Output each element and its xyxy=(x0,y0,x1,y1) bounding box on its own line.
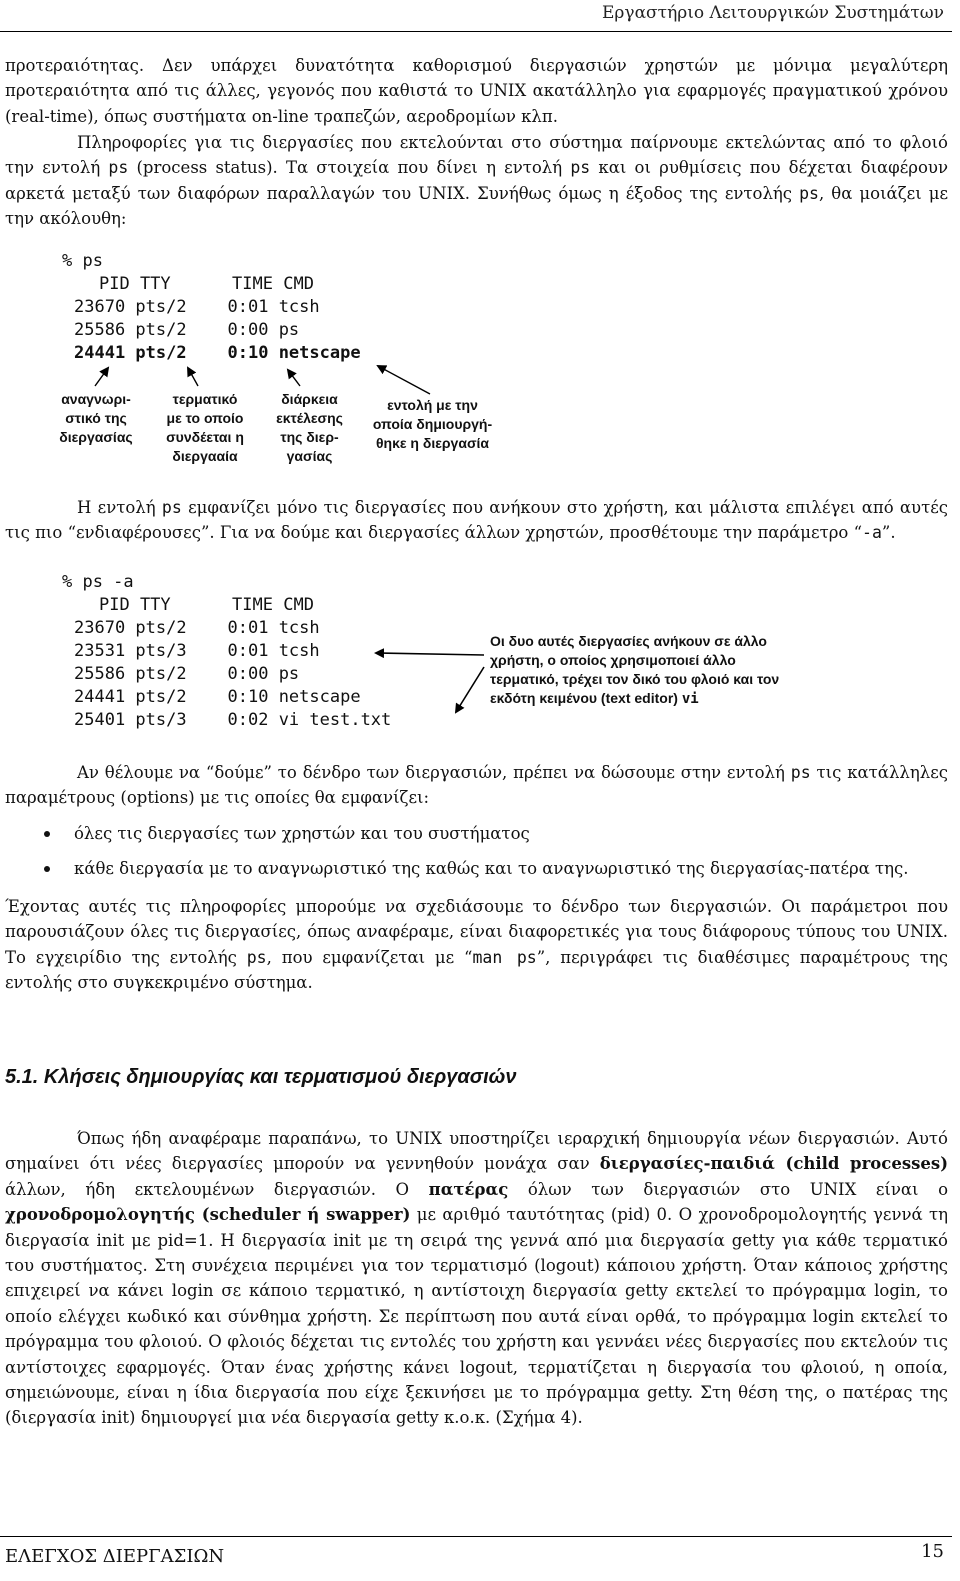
annotation-line: εκτέλεσης xyxy=(276,410,343,426)
page-number: 15 xyxy=(921,1541,944,1562)
arrow-to-other-user-processes xyxy=(376,653,484,655)
code1-row-highlight: 24441 pts/2 0:10 netscape xyxy=(74,343,361,363)
paragraph-man-page xyxy=(5,894,948,996)
text-run: Όπως ήδη αναφέραμε παραπάνω, το UNIX υποστηρίζει ιεραρχική δημιουργία νέων διεργασιών. Αυτό σημαίνει ότι νέες διεργασίες μπορούν να γεννηθούν μονάχα σαν xyxy=(5,1129,948,1174)
annotation-line: διεργααία xyxy=(172,448,238,464)
inline-command: ps xyxy=(246,947,267,967)
annotation-line: τερματικό xyxy=(172,391,238,407)
code2-row: 25586 pts/2 0:00 ps xyxy=(74,664,300,684)
text-run: , που εμφανίζεται με “ xyxy=(266,947,473,967)
text-run: Η εντολή xyxy=(77,498,162,517)
text-run: ”. xyxy=(881,523,896,543)
inline-command: ps xyxy=(570,158,591,178)
arrow-to-time xyxy=(288,370,300,386)
bullet-text: κάθε διεργασία με το αναγνωριστικό της καθώς και το αναγνωριστικό της διεργασίας-πατέρα της. xyxy=(74,859,909,878)
text-run: εκδότη κειμένου (text editor) xyxy=(490,690,682,706)
bullet-icon xyxy=(44,866,50,872)
bold-term: πατέρας xyxy=(428,1179,509,1199)
text-run: Αν θέλουμε να “δούμε” το δένδρο των διεργασιών, πρέπει να δώσουμε στην εντολή xyxy=(77,763,791,782)
code2-row: 24441 pts/2 0:10 netscape xyxy=(74,687,361,707)
annotation-line xyxy=(490,689,850,709)
header-title: Εργαστήριο Λειτουργικών Συστημάτων xyxy=(602,3,944,23)
arrow-to-cmd xyxy=(378,366,430,394)
section-title: 5.1. Κλήσεις δημιουργίας και τερματισμού διεργασιών xyxy=(5,1066,517,1088)
inline-command: vi xyxy=(681,691,699,707)
text-run: εμφανίζει μόνο τις διεργασίες που ανήκουν στο χρήστη, και μάλιστα επιλέγει από αυτές τις πιο “ενδιαφέρουσες”. Για να δούμε και διεργασίες άλλων χρηστών, προσθέτουμε την παράμετρο “ xyxy=(5,498,948,543)
text-run: (process status). Τα στοιχεία που δίνει η εντολή xyxy=(128,158,571,178)
text-run: όλων των διεργασιών στο UNIX είναι ο xyxy=(508,1179,949,1199)
code1-prompt: % ps xyxy=(62,251,103,271)
code2-row: 25401 pts/3 0:02 vi test.txt xyxy=(74,710,392,730)
text-run: , θα μοιάζει με την ακόλουθη: xyxy=(5,183,948,229)
text-run: τις κατάλληλες παραμέτρους (options) με τις οποίες θα εμφανίζει: xyxy=(5,763,948,808)
inline-command: ps xyxy=(799,183,819,203)
annotation-line: Οι δυο αυτές διεργασίες ανήκουν σε άλλο xyxy=(490,633,767,649)
annotation-line: συνδέεται η xyxy=(166,429,244,445)
annotation-line: διάρκεια xyxy=(281,391,338,407)
inline-param: -a xyxy=(862,523,882,543)
intro-paragraph-1: προτεραιότητας. Δεν υπάρχει δυνατότητα καθορισμού διεργασιών χρηστών με μόνιμα μεγαλύτερη προτεραιότητα από τις άλλες, γεγονός που καθιστά το UNIX ακατάλληλο για εφαρμογές πραγματικού χρόνου (real-time), όπως συστήματα on-line τραπεζών, αεροδρομίων κλπ. xyxy=(5,56,948,126)
annotation-line: θηκε η διεργασία xyxy=(375,435,490,451)
code1-row: 23670 pts/2 0:01 tcsh xyxy=(74,297,320,317)
bold-term: διεργασίες-παιδιά (child processes) xyxy=(599,1154,949,1174)
annotation-line: διεργασίας xyxy=(59,429,133,445)
annotation-line: στικό της xyxy=(65,410,127,426)
annotation-line: της διερ- xyxy=(280,429,339,445)
text-run: και οι ρυθμίσεις που δέχεται διαφέρουν αρκετά μεταξύ των διαφόρων παραλλαγών του UNIX. Συνήθως όμως η έξοδος της εντολής xyxy=(5,158,948,203)
text-run: Πληροφορίες για τις διεργασίες που εκτελούνται στο σύστημα παίρνουμε εκτελώντας από το φλοιό την εντολή xyxy=(5,133,948,178)
paragraph-process-creation xyxy=(5,1126,948,1431)
paragraph-ps-usage xyxy=(5,495,948,546)
annotation-line: γασίας xyxy=(286,448,333,464)
bullet-icon xyxy=(44,831,50,837)
code1-header: PID TTY TIME CMD xyxy=(99,274,314,294)
annotation-line: οποία δημιουργή- xyxy=(372,416,493,432)
annotation-other-user xyxy=(490,632,850,709)
annotation-line: αναγνωρι- xyxy=(61,391,131,407)
inline-command: ps xyxy=(161,498,182,517)
annotation-line: με το οποίο xyxy=(166,410,244,426)
text-run: ”, περιγράφει τις διαθέσιμες παραμέτρους της εντολής στο συγκεκριμένο σύστημα. xyxy=(5,947,948,993)
code2-row: 23531 pts/3 0:01 tcsh xyxy=(74,641,320,661)
bold-term: χρονοδρομολογητής (scheduler ή swapper) xyxy=(5,1205,411,1225)
page-footer xyxy=(0,1536,952,1581)
inline-command: man ps xyxy=(472,947,537,967)
code2-prompt: % ps -a xyxy=(62,572,134,592)
arrow-to-other-user-processes xyxy=(456,667,484,712)
annotation-line: τερματικό, τρέχει τον δικό του φλοιό και τον xyxy=(490,671,780,687)
text-run: Έχοντας αυτές τις πληροφορίες μπορούμε να σχεδιάσουμε το δένδρο των διεργασιών. Οι παράμετροι που παρουσιάζουν όλες τις διεργασίες, όπως αναφέραμε, είναι διαφορετικές για τους διάφορους τύπους του UNIX. Το εγχειρίδιο της εντολής xyxy=(5,897,948,967)
code2-header: PID TTY TIME CMD xyxy=(99,595,314,615)
inline-command: ps xyxy=(108,158,129,178)
annotation-line: εντολή με την xyxy=(387,397,478,413)
text-run: με αριθμό ταυτότητας (pid) 0. Ο χρονοδρομολογητής γεννά τη διεργασία init με pid=1. Η διεργασία init με τη σειρά της γεννά από μια διεργασία getty για κάθε τερματικό του συστήματος. Στη συνέχεια περιμένει για τον τερματισμό (logout) κάποιου χρήστη. Όταν κάποιος χρήστης επιχειρεί να κάνει login σε κάποιο τερματικό, η αντίστοιχη διεργασία getty εκτελεί το πρόγραμμα login, το οποίο ελέγχει κωδικό και σύνθημα χρήστη. Σε περίπτωση που αυτά είναι ορθά, το πρόγραμμα login εκτελεί το πρόγραμμα του φλοιού. Ο φλοιός δέχεται τις εντολές του χρήστη και γεννάει νέες διεργασίες που εκτελούν τις αντίστοιχες εφαρμογές. Όταν ένας χρήστης κάνει logout, τερματίζεται η διεργασία του φλοιού, η οποία, σημειώνουμε, είναι η ίδια διεργασία που είχε ξεκινήσει με το πρόγραμμα getty. Στη θέση της, ο πατέρας της (διεργασία init) δημιουργεί μια νέα διεργασία getty κ.ο.κ. (Σχήμα 4). xyxy=(5,1205,949,1428)
code1-row: 25586 pts/2 0:00 ps xyxy=(74,320,300,340)
arrow-to-tty xyxy=(188,368,198,386)
text-run: άλλων, ήδη εκτελουμένων διεργασιών. Ο xyxy=(5,1179,429,1199)
code2-row: 23670 pts/2 0:01 tcsh xyxy=(74,618,320,638)
arrow-to-pid xyxy=(95,368,108,386)
paragraph-process-tree xyxy=(5,760,948,811)
bullet-text: όλες τις διεργασίες των χρηστών και του συστήματος xyxy=(74,824,530,843)
inline-command: ps xyxy=(790,763,811,782)
annotation-line: χρήστη, ο οποίος χρησιμοποιεί άλλο xyxy=(490,652,736,668)
footer-title: ΕΛΕΓΧΟΣ ΔΙΕΡΓΑΣΙΩΝ xyxy=(5,1546,225,1567)
